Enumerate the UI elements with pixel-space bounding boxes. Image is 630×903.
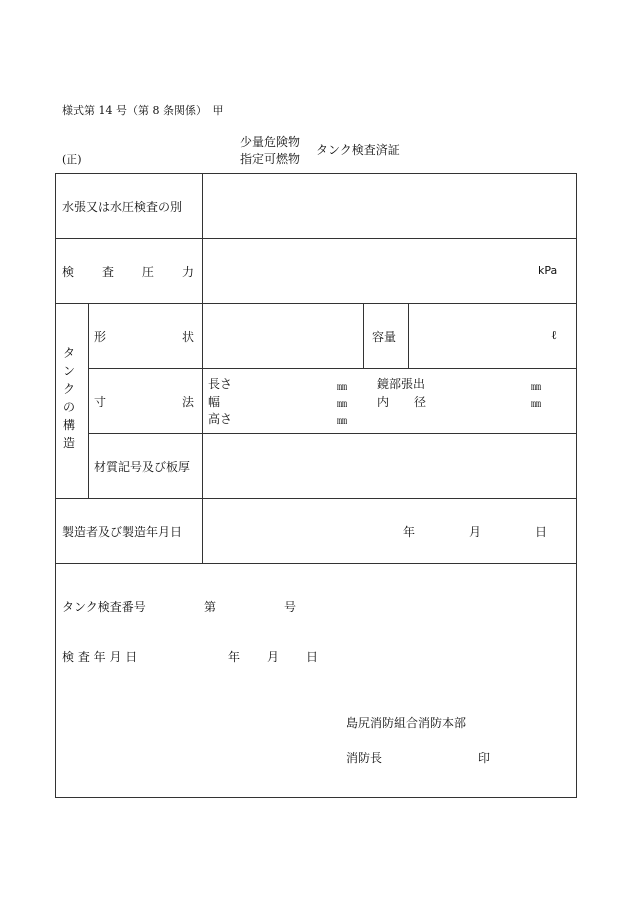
- dimensions-label: [94, 393, 194, 410]
- inspection-day: 日: [306, 650, 319, 664]
- row-divider: [88, 368, 577, 369]
- form-number: 様式第 14 号（第 8 条関係） 甲: [62, 104, 224, 117]
- row-divider: [56, 238, 577, 239]
- label-char: ク: [62, 382, 75, 396]
- column-divider: [202, 174, 203, 563]
- inspection-date-label: 検 査 年 月 日: [62, 650, 138, 664]
- pressure-unit: kPa: [538, 264, 558, 277]
- copy-mark: (正): [62, 153, 82, 166]
- title-line-1: 少量危険物: [240, 135, 301, 149]
- column-divider: [408, 303, 409, 368]
- capacity-label: 容量: [372, 330, 397, 344]
- label-char: 寸: [94, 395, 107, 409]
- label-char: 造: [62, 436, 75, 450]
- material-label: 材質記号及び板厚: [94, 460, 191, 474]
- row-divider: [56, 563, 577, 564]
- tank-structure-label: [61, 344, 77, 452]
- label-char: タ: [62, 346, 75, 360]
- manufacturer-label: 製造者及び製造年月日: [62, 525, 183, 539]
- row-divider: [88, 433, 577, 434]
- label-char: 法: [181, 395, 194, 409]
- inner-diameter-unit: ㎜: [531, 399, 541, 410]
- length-label: 長さ: [208, 377, 233, 391]
- row-divider: [56, 498, 577, 499]
- manufacture-year: 年: [403, 525, 416, 539]
- water-test-label: 水張又は水圧検査の別: [62, 200, 183, 214]
- width-label: 幅: [208, 395, 221, 409]
- label-char: 構: [62, 418, 75, 432]
- label-char: 内: [377, 395, 390, 409]
- label-char: 径: [413, 395, 426, 409]
- label-char: 査: [101, 265, 114, 279]
- inspection-year: 年: [228, 650, 241, 664]
- column-divider: [88, 303, 89, 498]
- inspection-number-label: タンク検査番号: [62, 600, 146, 614]
- shape-label: [94, 328, 194, 345]
- length-unit: ㎜: [337, 382, 347, 393]
- label-char: 検: [62, 265, 75, 279]
- column-divider: [363, 303, 364, 368]
- pressure-label: [62, 263, 194, 280]
- fire-chief-label: 消防長: [346, 751, 383, 765]
- document-title: タンク検査済証: [316, 143, 400, 157]
- inspection-number-go: 号: [284, 600, 297, 614]
- seal-mark: 印: [478, 751, 491, 765]
- label-char: の: [62, 400, 75, 414]
- inner-diameter-label: [377, 393, 426, 410]
- manufacture-day: 日: [535, 525, 548, 539]
- capacity-unit: ℓ: [551, 328, 557, 342]
- height-label: 高さ: [208, 412, 233, 426]
- row-divider: [56, 303, 577, 304]
- label-char: 形: [94, 330, 107, 344]
- label-char: 力: [181, 265, 194, 279]
- width-unit: ㎜: [337, 399, 347, 410]
- label-char: ン: [62, 364, 75, 378]
- height-unit: ㎜: [337, 416, 347, 427]
- organization-name: 島尻消防組合消防本部: [346, 716, 467, 730]
- manufacture-month: 月: [469, 525, 482, 539]
- mirror-label: 鏡部張出: [377, 377, 426, 391]
- label-char: 圧: [141, 265, 154, 279]
- inspection-number-dai: 第: [204, 600, 217, 614]
- title-line-2: 指定可燃物: [240, 152, 301, 166]
- mirror-unit: ㎜: [531, 382, 541, 393]
- inspection-month: 月: [267, 650, 280, 664]
- label-char: 状: [181, 330, 194, 344]
